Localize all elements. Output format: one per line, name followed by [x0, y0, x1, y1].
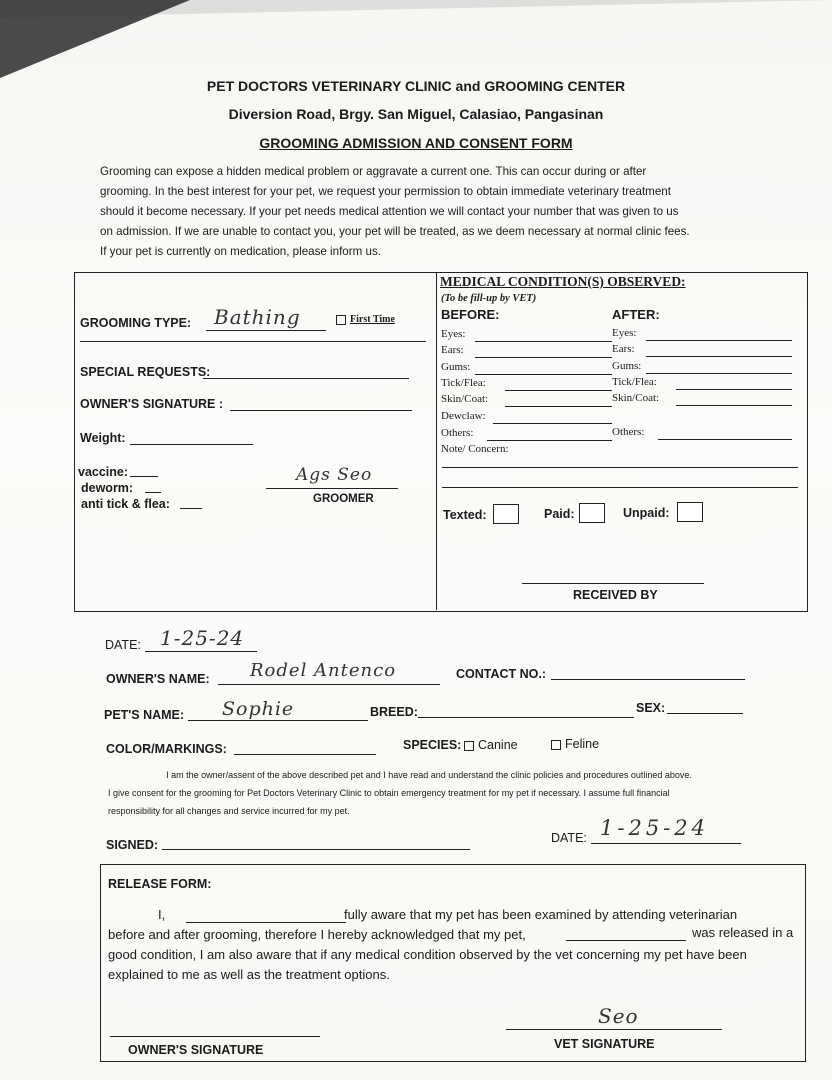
signed-date-label: DATE: — [551, 831, 587, 845]
grooming-type-rule — [80, 341, 426, 342]
vaccine-field[interactable] — [130, 476, 158, 477]
grooming-type-line — [206, 330, 326, 331]
canine-option[interactable] — [464, 738, 518, 752]
after-item-field[interactable] — [646, 356, 792, 357]
groomer-line — [266, 488, 398, 489]
release-pet-field[interactable] — [566, 940, 686, 941]
first-time-checkbox[interactable] — [336, 315, 346, 325]
release-paragraph — [108, 905, 798, 985]
release-line1: fully aware that my pet has been examined by attending veterinarian — [344, 907, 738, 922]
pet-name-label: PET'S NAME: — [104, 708, 185, 722]
after-item-label: Tick/Flea: — [612, 376, 657, 388]
date-line — [145, 651, 257, 652]
clinic-name: PET DOCTORS VETERINARY CLINIC and GROOMING CENTER — [206, 78, 626, 94]
species-label: SPECIES: — [403, 738, 462, 752]
vet-signature-line[interactable] — [506, 1029, 722, 1030]
vet-signature-label: VET SIGNATURE — [554, 1037, 655, 1051]
after-label: AFTER: — [612, 307, 660, 322]
before-item-field[interactable] — [493, 423, 612, 424]
after-item-field[interactable] — [646, 340, 792, 341]
owner-signature-field[interactable] — [230, 410, 412, 411]
weight-field[interactable] — [130, 444, 253, 445]
date-label: DATE: — [105, 638, 141, 652]
vaccine-label: vaccine: — [78, 465, 129, 479]
before-item-field[interactable] — [505, 406, 612, 407]
owner-name-value[interactable]: Rodel Antenco — [250, 660, 397, 681]
note-concern-label: Note/ Concern: — [441, 443, 509, 455]
deworm-label: deworm: — [81, 481, 134, 495]
consent-paragraph — [108, 766, 750, 820]
before-item-label: Skin/Coat: — [441, 393, 489, 405]
received-by-label: RECEIVED BY — [573, 588, 658, 602]
first-time-label: First Time — [350, 314, 395, 325]
release-line2-end: was released in a — [692, 925, 794, 940]
before-item-label: Gums: — [441, 361, 471, 373]
box-divider — [436, 272, 437, 610]
owner-name-label: OWNER'S NAME: — [106, 672, 210, 686]
before-item-label: Others: — [441, 427, 474, 439]
release-name-field[interactable] — [186, 922, 346, 923]
after-item-label: Others: — [612, 426, 645, 438]
before-item-field[interactable] — [475, 341, 612, 342]
grooming-type-label: GROOMING TYPE: — [80, 316, 192, 330]
color-markings-label: COLOR/MARKINGS: — [106, 742, 227, 756]
feline-option[interactable] — [551, 737, 599, 751]
after-item-label: Ears: — [612, 343, 635, 355]
pet-name-line — [188, 720, 368, 721]
texted-label: Texted: — [443, 508, 487, 522]
intro-line: grooming. In the best interest for your pet, we request your permission to obtain immediate veterinary treatment — [100, 185, 671, 198]
after-item-field[interactable] — [676, 405, 792, 406]
after-item-field[interactable] — [646, 373, 792, 374]
medical-title: MEDICAL CONDITION(S) OBSERVED: — [440, 274, 686, 289]
before-item-field[interactable] — [475, 374, 612, 375]
groomer-signature: Ags Seo — [296, 465, 373, 485]
signed-label: SIGNED: — [106, 838, 159, 852]
deworm-field[interactable] — [145, 492, 161, 493]
form-title: GROOMING ADMISSION AND CONSENT FORM — [259, 135, 573, 151]
canine-label: Canine — [478, 738, 518, 752]
intro-paragraph — [100, 162, 742, 262]
sex-label: SEX: — [636, 701, 666, 715]
special-requests-field[interactable] — [203, 378, 409, 379]
before-item-label: Tick/Flea: — [441, 377, 486, 389]
release-line4: explained to me as well as the treatment options. — [108, 967, 390, 982]
breed-label: BREED: — [370, 705, 418, 719]
unpaid-checkbox[interactable] — [677, 502, 703, 522]
owner-signature-line[interactable] — [110, 1036, 320, 1037]
intro-line: should it become necessary. If your pet needs medical attention we will contact your number that was given to us — [100, 205, 679, 218]
pet-name-value[interactable]: Sophie — [222, 698, 295, 720]
note-line-1[interactable] — [442, 467, 798, 468]
after-item-field[interactable] — [676, 389, 792, 390]
consent-line: I am the owner/assent of the above described pet and I have read and understand the clinic policies and procedures outlined above. — [166, 770, 692, 780]
after-item-label: Gums: — [612, 360, 642, 372]
feline-checkbox[interactable] — [551, 740, 561, 750]
release-line2: before and after grooming, therefore I hereby acknowledged that my pet, — [108, 927, 526, 942]
groomer-label: GROOMER — [313, 493, 374, 505]
consent-line: I give consent for the grooming for Pet Doctors Veterinary Clinic to obtain emergency treatment for my pet if necessary. I assume full financial — [108, 788, 670, 798]
release-title: RELEASE FORM: — [108, 877, 212, 891]
anti-tick-field[interactable] — [180, 508, 202, 509]
signed-field[interactable] — [162, 849, 470, 850]
unpaid-label: Unpaid: — [623, 506, 670, 520]
before-item-label: Eyes: — [441, 328, 466, 340]
release-line3: good condition, I am also aware that if any medical condition observed by the vet concerning my pet have been — [108, 947, 747, 962]
intro-line: If your pet is currently on medication, please inform us. — [100, 245, 381, 258]
before-item-field[interactable] — [475, 357, 612, 358]
weight-label: Weight: — [80, 431, 126, 445]
signed-date-value[interactable]: 1-25-24 — [600, 816, 709, 840]
release-i: I, — [158, 907, 166, 922]
medical-subtitle: (To be fill-up by VET) — [441, 293, 537, 304]
first-time-option[interactable] — [336, 314, 395, 325]
color-markings-field[interactable] — [234, 754, 376, 755]
before-item-label: Dewclaw: — [441, 410, 486, 422]
texted-checkbox[interactable] — [493, 504, 519, 524]
owner-signature-label: OWNER'S SIGNATURE : — [80, 397, 224, 411]
scan-corner-shadow — [0, 0, 190, 78]
release-owner-signature-label: OWNER'S SIGNATURE — [128, 1043, 264, 1057]
before-label: BEFORE: — [441, 307, 500, 322]
clinic-address: Diversion Road, Brgy. San Miguel, Calasiao, Pangasinan — [228, 106, 604, 122]
note-line-2[interactable] — [442, 487, 798, 488]
special-requests-label: SPECIAL REQUESTS: — [80, 365, 211, 379]
paid-label: Paid: — [544, 507, 575, 521]
vet-signature-value: Seo — [598, 1004, 639, 1028]
consent-line: responsibility for all changes and service incurred for my pet. — [108, 806, 350, 816]
canine-checkbox[interactable] — [464, 741, 474, 751]
anti-tick-label: anti tick & flea: — [81, 497, 170, 511]
signed-date-line — [591, 843, 741, 844]
before-item-field[interactable] — [505, 390, 612, 391]
feline-label: Feline — [565, 737, 600, 751]
contact-label: CONTACT NO.: — [456, 667, 547, 681]
after-item-field[interactable] — [658, 439, 792, 440]
owner-name-line — [218, 684, 440, 685]
after-item-label: Eyes: — [612, 327, 637, 339]
sex-field[interactable] — [667, 713, 743, 714]
breed-field[interactable] — [418, 717, 634, 718]
grooming-type-value[interactable]: Bathing — [214, 305, 301, 329]
received-by-line[interactable] — [522, 583, 704, 584]
before-item-field[interactable] — [487, 440, 612, 441]
contact-field[interactable] — [551, 679, 745, 680]
intro-line: Grooming can expose a hidden medical problem or aggravate a current one. This can occur during or after — [100, 165, 647, 178]
paid-checkbox[interactable] — [579, 503, 605, 523]
before-item-label: Ears: — [441, 344, 464, 356]
date-value[interactable]: 1-25-24 — [160, 626, 245, 650]
intro-line: on admission. If we are unable to contact you, your pet will be treated, as we deem necessary at normal clinic fees. — [100, 225, 690, 238]
after-item-label: Skin/Coat: — [612, 392, 660, 404]
